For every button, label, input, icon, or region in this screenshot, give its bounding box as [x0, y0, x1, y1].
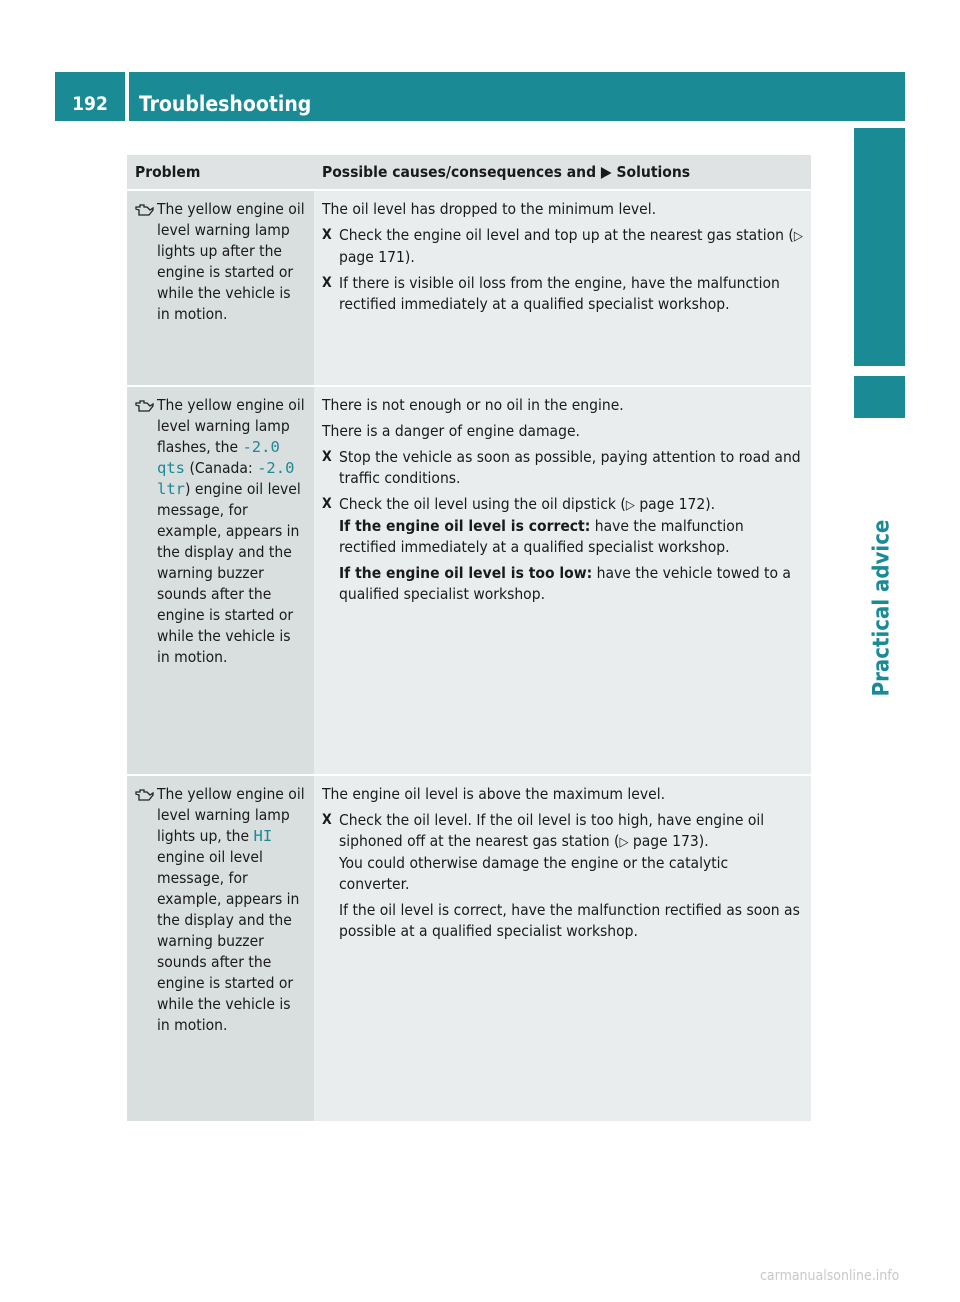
page-ref-icon: ▷	[625, 498, 635, 513]
troubleshooting-table	[127, 155, 811, 1121]
arrow-icon: ▶	[600, 162, 612, 181]
page-link[interactable]: page 171	[339, 248, 405, 266]
oil-can-icon	[135, 395, 157, 668]
bullet-icon: X	[322, 449, 332, 465]
bullet-icon: X	[322, 496, 332, 512]
cause-text: There is not enough or no oil in the engine.	[322, 396, 624, 414]
problem-text: The yellow engine oil level warning lamp flashes, the -2.0 qts (Canada: -2.0 ltr) engine oil level message, for example, appears in the display and the warning buzzer sounds after the engine is started or while the vehicle is in motion.	[157, 396, 305, 666]
col-header-solutions: Possible causes/consequences and ▶ Solutions	[314, 155, 811, 190]
page-title: Troubleshooting	[129, 72, 905, 121]
page-ref-icon: ▷	[793, 229, 803, 244]
bullet-icon: X	[322, 812, 332, 828]
note-text: If the oil level is correct, have the malfunction rectified as soon as possible at a qualified specialist workshop.	[339, 901, 800, 940]
side-tab-block-small	[854, 376, 905, 418]
page-number: 192	[55, 72, 125, 121]
list-item: X Stop the vehicle as soon as possible, paying attention to road and traffic conditions.	[322, 448, 801, 487]
col-header-problem: Problem	[127, 155, 314, 190]
table-row	[127, 190, 811, 386]
list-item: X Check the oil level. If the oil level is too high, have engine oil siphoned off at the nearest gas station (▷ page 173). You could otherwise damage the engine or the catalytic converter.	[322, 811, 765, 893]
problem-text: The yellow engine oil level warning lamp lights up after the engine is started or while the vehicle is in motion.	[157, 200, 305, 323]
note-text: If the engine oil level is too low: have the vehicle towed to a qualified specialist workshop.	[339, 564, 791, 603]
page-link[interactable]: page 173	[632, 832, 699, 850]
watermark: carmanualsonline.info	[760, 1268, 900, 1284]
cause-text: The oil level has dropped to the minimum level.	[322, 200, 657, 218]
problem-text: The yellow engine oil level warning lamp lights up, the HI engine oil level message, for example, appears in the display and the warning buzzer sounds after the engine is started or while the vehicle is in motion.	[157, 785, 305, 1034]
cause-text: The engine oil level is above the maximum level.	[322, 785, 666, 803]
table-row	[127, 386, 811, 775]
table-row	[127, 775, 811, 1121]
oil-can-icon	[135, 199, 157, 325]
display-message: HI	[253, 827, 273, 845]
cause-text: There is a danger of engine damage.	[322, 422, 580, 440]
display-message: -2.0 ltr	[157, 459, 295, 498]
list-item: X Check the engine oil level and top up at the nearest gas station (▷ page 171).	[322, 226, 803, 266]
bullet-icon: X	[322, 227, 332, 243]
side-tab-block	[854, 128, 905, 366]
page-ref-icon: ▷	[619, 835, 629, 850]
display-message: -2.0 qts	[157, 438, 280, 477]
bullet-icon: X	[322, 275, 332, 291]
list-item: X If there is visible oil loss from the engine, have the malfunction rectified immediately at a qualified specialist workshop.	[322, 274, 780, 313]
list-item: X Check the oil level using the oil dipstick (▷ page 172). If the engine oil level is correct: have the malfunction rectified immediately at a qualified specialist workshop.	[322, 495, 744, 556]
oil-can-icon	[135, 784, 157, 1036]
page-link[interactable]: page 172	[639, 495, 706, 513]
side-tab-label: Practical advice	[869, 519, 895, 697]
